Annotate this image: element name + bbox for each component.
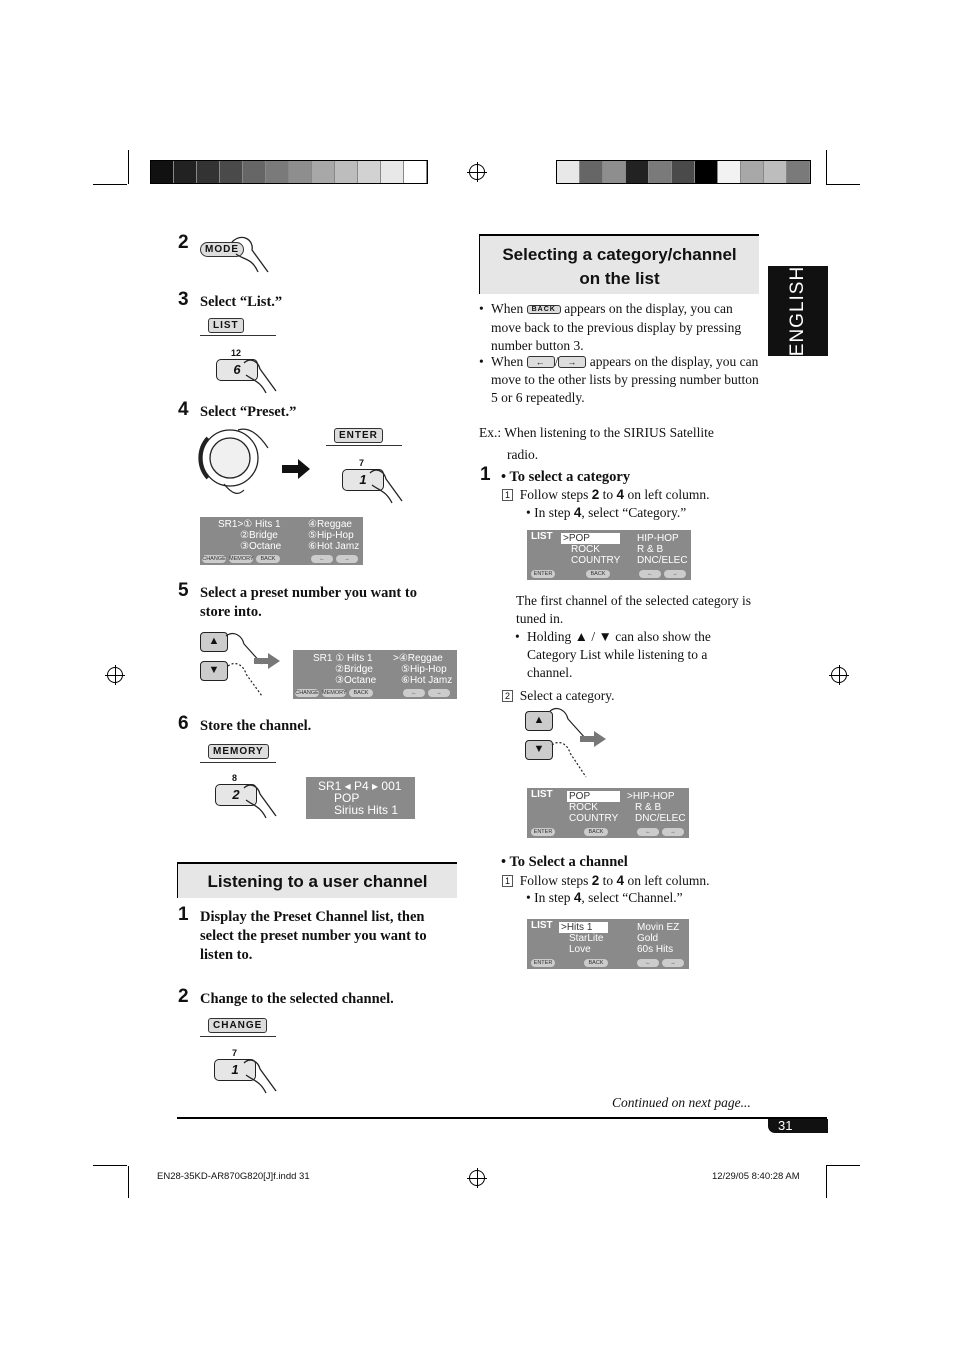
display-chip: CHANGE <box>295 690 319 696</box>
display-chip: MEMORY <box>322 690 347 696</box>
display-text: ⑤Hip-Hop <box>308 530 354 541</box>
sub-step-text: Follow steps <box>519 873 589 888</box>
color-swatch <box>335 161 358 183</box>
registration-mark-icon <box>107 667 123 683</box>
arrow-left-icon: ← <box>403 689 425 697</box>
sub-step-text: to <box>602 873 614 888</box>
finger-press-icon <box>228 232 272 276</box>
bullet-item: • Holding ▲ / ▼ can also show the Category List while listening to a channel. <box>515 628 745 682</box>
display-text: Love <box>569 944 591 955</box>
page-number-badge <box>768 1119 828 1133</box>
note-text: , select “Category.” <box>581 505 687 520</box>
sub-step-note: • In step 4, select “Category.” <box>526 505 687 520</box>
arrow-right-icon: → <box>428 689 450 697</box>
step-text: Store the channel. <box>200 718 312 734</box>
label-underline <box>200 335 276 336</box>
registration-mark-icon <box>469 164 485 180</box>
color-swatch <box>243 161 266 183</box>
arrow-right-icon <box>282 457 312 481</box>
arrow-left-icon: ← <box>637 828 659 836</box>
display-chip: ENTER <box>531 570 555 578</box>
step-number: 6 <box>178 713 189 734</box>
color-swatch <box>649 161 672 183</box>
sub-step-text: to <box>602 487 614 502</box>
color-swatch <box>220 161 243 183</box>
crop-mark <box>93 184 127 185</box>
control-dial-icon <box>198 424 274 500</box>
display-category-select <box>527 788 689 838</box>
step-number: 5 <box>178 580 189 601</box>
label-underline <box>326 445 402 446</box>
color-swatch <box>695 161 718 183</box>
crop-mark <box>93 1165 127 1166</box>
display-text: ②Bridge <box>335 664 373 675</box>
arrow-left-icon: ← <box>639 570 661 578</box>
enter-label: ENTER <box>334 428 383 443</box>
sub-step <box>502 872 710 890</box>
color-bar-left <box>150 160 428 184</box>
example-text: radio. <box>507 447 539 462</box>
display-text: POP <box>567 791 620 802</box>
crop-mark <box>128 150 129 184</box>
section-title: Listening to a user channel <box>207 872 428 891</box>
sub-step <box>502 687 614 705</box>
color-swatch <box>197 161 220 183</box>
display-chip: ENTER <box>531 959 555 967</box>
arrow-right-icon: → <box>662 959 684 967</box>
crop-mark <box>128 1166 129 1198</box>
bullet-item: • When BACK appears on the display, you can move back to the previous display by pressing number button 3. <box>479 301 742 353</box>
bullet-text: appears on the display, you can move back to the previous display by pressing number button 3. <box>491 301 742 353</box>
crop-mark <box>826 184 860 185</box>
color-swatch <box>289 161 312 183</box>
step-number: 2 <box>178 232 189 253</box>
page-number: 31 <box>778 1118 793 1133</box>
display-chip: BACK <box>256 555 280 563</box>
sub-step-text: 4 <box>616 873 625 888</box>
key-sup-label: 7 <box>232 1048 238 1058</box>
step-number: 3 <box>178 289 189 310</box>
display-category-list <box>527 530 691 580</box>
footer-rule <box>177 1117 827 1119</box>
note-text: 4 <box>573 505 582 520</box>
key-sup-label: 8 <box>232 773 238 783</box>
display-text: ⑤Hip-Hop <box>401 664 447 675</box>
display-text: Movin EZ <box>637 922 680 933</box>
display-text: ③Octane <box>335 675 377 686</box>
example-text: Ex.: When listening to the SIRIUS Satellite <box>479 425 714 440</box>
sub-step-note: • In step 4, select “Channel.” <box>526 890 683 905</box>
step-number: 1 <box>480 464 491 485</box>
memory-label: MEMORY <box>208 744 269 759</box>
up-button: ▲ <box>200 632 228 652</box>
note-text: In step <box>534 890 571 905</box>
arrow-right-icon: → <box>558 356 586 368</box>
display-text: SR1 ① Hits 1 <box>313 653 373 664</box>
color-swatch <box>741 161 764 183</box>
display-text: StarLite <box>569 933 604 944</box>
crop-mark <box>826 150 827 184</box>
display-text: SR1 ◂ P4 ▸ 001 <box>318 779 402 793</box>
label-underline <box>200 762 276 763</box>
step-number: 4 <box>178 399 189 420</box>
color-swatch <box>381 161 404 183</box>
color-swatch <box>174 161 197 183</box>
display-text: 60s Hits <box>637 944 674 955</box>
display-text: ROCK <box>571 544 600 555</box>
language-tab <box>768 266 828 356</box>
note-text: The first channel of the selected category is tuned in. <box>516 593 752 626</box>
display-channel-list <box>527 919 689 969</box>
section-heading <box>479 234 759 294</box>
label-underline <box>200 1036 276 1037</box>
step-text: Display the Preset Channel list, then select the preset number you want to listen to. <box>200 909 427 963</box>
sub-heading: • To select a category <box>501 469 631 485</box>
number-button-6: 6 <box>216 359 258 381</box>
step-number: 1 <box>178 904 189 925</box>
display-text: DNC/ELEC <box>635 813 686 824</box>
sub-heading-text: To Select a channel <box>509 854 628 870</box>
arrow-left-icon: ← <box>637 959 659 967</box>
display-text: >④Reggae <box>393 653 443 664</box>
step-text: Select “List.” <box>200 294 283 310</box>
sub-step-text: 2 <box>591 487 600 502</box>
note-text: , select “Channel.” <box>581 890 683 905</box>
display-text: R & B <box>635 802 662 813</box>
step-box-icon: 2 <box>502 690 513 702</box>
arrow-right-icon <box>254 653 280 669</box>
bullet-item: • When ← / → appears on the display, you can move to the other lists by pressing number button 5 or 6 repeatedly. <box>479 354 759 405</box>
down-button: ▼ <box>200 661 228 681</box>
display-chip: CHANGE <box>202 556 226 562</box>
color-swatch <box>312 161 335 183</box>
display-list-title: LIST <box>531 920 553 931</box>
step-box-icon: 1 <box>502 489 513 501</box>
list-label: LIST <box>208 318 244 333</box>
display-preset-stored <box>306 777 415 819</box>
display-text: ROCK <box>569 802 598 813</box>
display-list-title: LIST <box>531 531 553 542</box>
section-title: Selecting a category/channel on the list <box>502 245 737 288</box>
continued-note: Continued on next page... <box>612 1095 751 1110</box>
bullet-text: Holding ▲ / ▼ can also show the Category List while listening to a channel. <box>527 629 711 680</box>
display-text: R & B <box>637 544 664 555</box>
display-text: Sirius Hits 1 <box>334 803 399 817</box>
display-text: COUNTRY <box>571 555 621 566</box>
display-text: >POP <box>561 533 620 544</box>
finger-press-icon <box>240 355 280 395</box>
display-chip: MEMORY <box>229 556 254 562</box>
color-swatch <box>626 161 649 183</box>
language-tab-label: ENGLISH <box>787 265 808 357</box>
display-chip: BACK <box>349 689 373 697</box>
display-text: ④Reggae <box>308 519 352 530</box>
sub-heading: • To Select a channel <box>501 854 628 870</box>
color-bar-right <box>556 160 811 184</box>
color-swatch <box>718 161 741 183</box>
bullet-text: When <box>491 354 524 369</box>
display-text: ②Bridge <box>240 530 278 541</box>
sub-step-text: on left column. <box>627 487 710 502</box>
registration-mark-icon <box>831 667 847 683</box>
color-swatch <box>557 161 580 183</box>
color-swatch <box>580 161 603 183</box>
sub-step-text: Follow steps <box>519 487 589 502</box>
crop-mark <box>826 1166 827 1198</box>
up-button: ▲ <box>525 711 553 731</box>
display-list-title: LIST <box>531 789 553 800</box>
change-label: CHANGE <box>208 1018 267 1033</box>
key-sup-label: 12 <box>231 348 242 358</box>
step-number: 2 <box>178 986 189 1007</box>
number-button-2: 2 <box>215 784 257 806</box>
display-text: ⑥Hot Jamz <box>401 675 453 686</box>
arrow-right-icon <box>580 731 606 747</box>
step-text: Select “Preset.” <box>200 404 297 420</box>
display-chip: BACK <box>586 570 610 578</box>
finger-press-icon <box>240 780 280 820</box>
display-text: ③Octane <box>240 541 282 552</box>
sub-step <box>502 486 710 504</box>
color-swatch <box>603 161 626 183</box>
arrow-left-icon: ← <box>311 555 333 563</box>
color-swatch <box>787 161 810 183</box>
print-slug-right: 12/29/05 8:40:28 AM <box>712 1171 800 1182</box>
display-chip: BACK <box>584 959 608 967</box>
back-label: BACK <box>527 305 561 314</box>
sub-heading-text: To select a category <box>509 469 631 485</box>
bullet-text: appears on the display, you can move to the other lists by pressing number button 5 or 6 repeatedly. <box>491 354 759 405</box>
display-text: DNC/ELEC <box>637 555 688 566</box>
down-button: ▼ <box>525 740 553 760</box>
display-preset-select <box>293 650 457 699</box>
crop-mark <box>826 1165 860 1166</box>
registration-mark-icon <box>469 1170 485 1186</box>
arrow-left-icon: ← <box>527 356 555 368</box>
display-text: HIP-HOP <box>637 533 679 544</box>
color-swatch <box>151 161 174 183</box>
section-heading <box>177 862 457 898</box>
display-chip: ENTER <box>531 828 555 836</box>
color-swatch <box>764 161 787 183</box>
color-swatch <box>404 161 427 183</box>
arrow-right-icon: → <box>664 570 686 578</box>
display-text: Gold <box>637 933 659 944</box>
display-text: POP <box>334 791 360 805</box>
sub-step-text: 2 <box>591 873 600 888</box>
display-text: >Hits 1 <box>559 922 608 933</box>
bullet-text: When <box>491 301 524 316</box>
mode-button-label: MODE <box>200 242 244 257</box>
color-swatch <box>672 161 695 183</box>
arrow-right-icon: → <box>662 828 684 836</box>
display-text: >HIP-HOP <box>627 791 675 802</box>
print-slug-left: EN28-35KD-AR870G820[J]f.indd 31 <box>157 1171 310 1182</box>
finger-press-icon <box>366 465 406 505</box>
color-swatch <box>358 161 381 183</box>
display-preset-list <box>200 517 363 565</box>
display-text: SR1>① Hits 1 <box>218 519 281 530</box>
note-text: In step <box>534 505 571 520</box>
color-swatch <box>266 161 289 183</box>
display-text: ⑥Hot Jamz <box>308 541 360 552</box>
arrow-right-icon: → <box>336 555 358 563</box>
step-box-icon: 1 <box>502 875 513 887</box>
display-text: COUNTRY <box>569 813 619 824</box>
step-text: Select a preset number you want to store into. <box>200 585 417 620</box>
display-chip: BACK <box>584 828 608 836</box>
finger-press-icon <box>240 1055 280 1095</box>
step-text: Change to the selected channel. <box>200 991 394 1007</box>
key-sup-label: 7 <box>359 458 365 468</box>
note-text: 4 <box>573 890 582 905</box>
sub-step-text: 4 <box>616 487 625 502</box>
number-button-1: 1 <box>214 1059 256 1081</box>
sub-step-text: on left column. <box>627 873 710 888</box>
sub-step-text: Select a category. <box>519 688 615 703</box>
number-button-1: 1 <box>342 469 384 491</box>
